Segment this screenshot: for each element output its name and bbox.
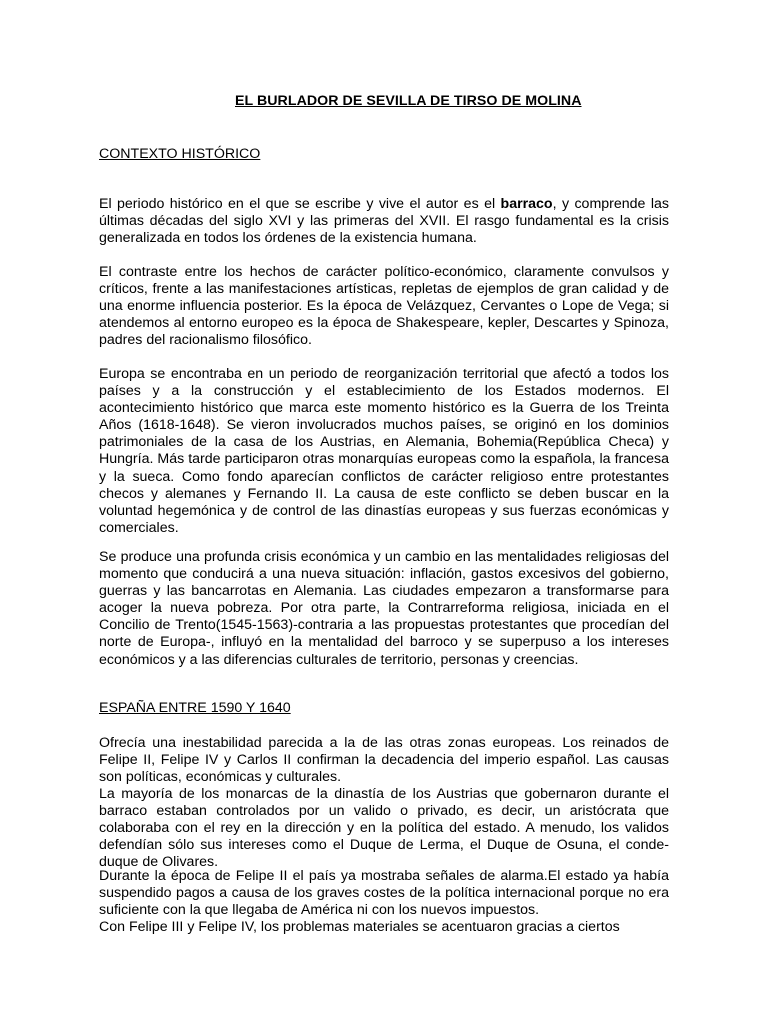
- section-heading-contexto: CONTEXTO HISTÓRICO: [99, 146, 261, 162]
- paragraph-8: Con Felipe III y Felipe IV, los problemas materiales se acentuaron gracias a ciertos: [99, 919, 620, 935]
- paragraph-1: [99, 196, 669, 247]
- paragraph-6: La mayoría de los monarcas de la dinastía de los Austrias que gobernaron durante el barraco estaban controlados por un valido o privado, es decir, un aristócrata que colaboraba con el rey en la dirección y en la política del estado. A menudo, los validos defendían sólo sus intereses como el Duque de Lerma, el Duque de Osuna, el conde-duque de Olivares.: [99, 786, 669, 871]
- paragraph-2: El contraste entre los hechos de carácter político-económico, claramente convulsos y críticos, frente a las manifestaciones artísticas, repletas de ejemplos de gran calidad y de una enorme influencia posterior. Es la época de Velázquez, Cervantes o Lope de Vega; si atendemos al entorno europeo es la época de Shakespeare, kepler, Descartes y Spinoza, padres del racionalismo filosófico.: [99, 264, 669, 349]
- paragraph-4: Se produce una profunda crisis económica y un cambio en las mentalidades religiosas del momento que conducirá a una nueva situación: inflación, gastos excesivos del gobierno, guerras y las bancarrotas en Alemania. Las ciudades empezaron a transformarse para acoger la nueva pobreza. Por otra parte, la Contrarreforma religiosa, iniciada en el Concilio de Trento(1545-1563)-contraria a las propuestas protestantes que procedían del norte de Europa-, influyó en la mentalidad del barroco y se superpuso a los intereses económicos y a las diferencias culturales de territorio, personas y creencias.: [99, 549, 669, 668]
- paragraph-5: Ofrecía una inestabilidad parecida a la de las otras zonas europeas. Los reinados de Felipe II, Felipe IV y Carlos II confirman la decadencia del imperio español. Las causas son políticas, económicas y culturales.: [99, 735, 669, 786]
- paragraph-7: Durante la época de Felipe II el país ya mostraba señales de alarma.El estado ya había suspendido pagos a causa de los graves costes de la política internacional porque no era suficiente con la que llegaba de América ni con los nuevos impuestos.: [99, 868, 669, 919]
- paragraph-3: Europa se encontraba en un periodo de reorganización territorial que afectó a todos los países y a la construcción y el establecimiento de los Estados modernos. El acontecimiento histórico que marca este momento histórico es la Guerra de los Treinta Años (1618-1648). Se vieron involucrados muchos países, se originó en los dominios patrimoniales de la casa de los Austrias, en Alemania, Bohemia(República Checa) y Hungría. Más tarde participaron otras monarquías europeas como la española, la francesa y la sueca. Como fondo aparecían conflictos de carácter religioso entre protestantes checos y alemanes y Fernando II. La causa de este conflicto se deben buscar en la voluntad hegemónica y de control de las dinastías europeas y sus fuerzas económicas y comerciales.: [99, 366, 669, 536]
- paragraph-1-before: El periodo histórico en el que se escribe y vive el autor es el: [99, 196, 501, 212]
- paragraph-1-after: , y comprende las últimas décadas del siglo XVI y las primeras del XVII. El rasgo fundamental es la crisis generalizada en todos los órdenes de la existencia humana.: [99, 196, 669, 247]
- paragraph-1-bold-word: barraco: [500, 196, 553, 212]
- document-title: EL BURLADOR DE SEVILLA DE TIRSO DE MOLINA: [235, 93, 582, 109]
- section-heading-espana: ESPAÑA ENTRE 1590 Y 1640: [99, 700, 291, 716]
